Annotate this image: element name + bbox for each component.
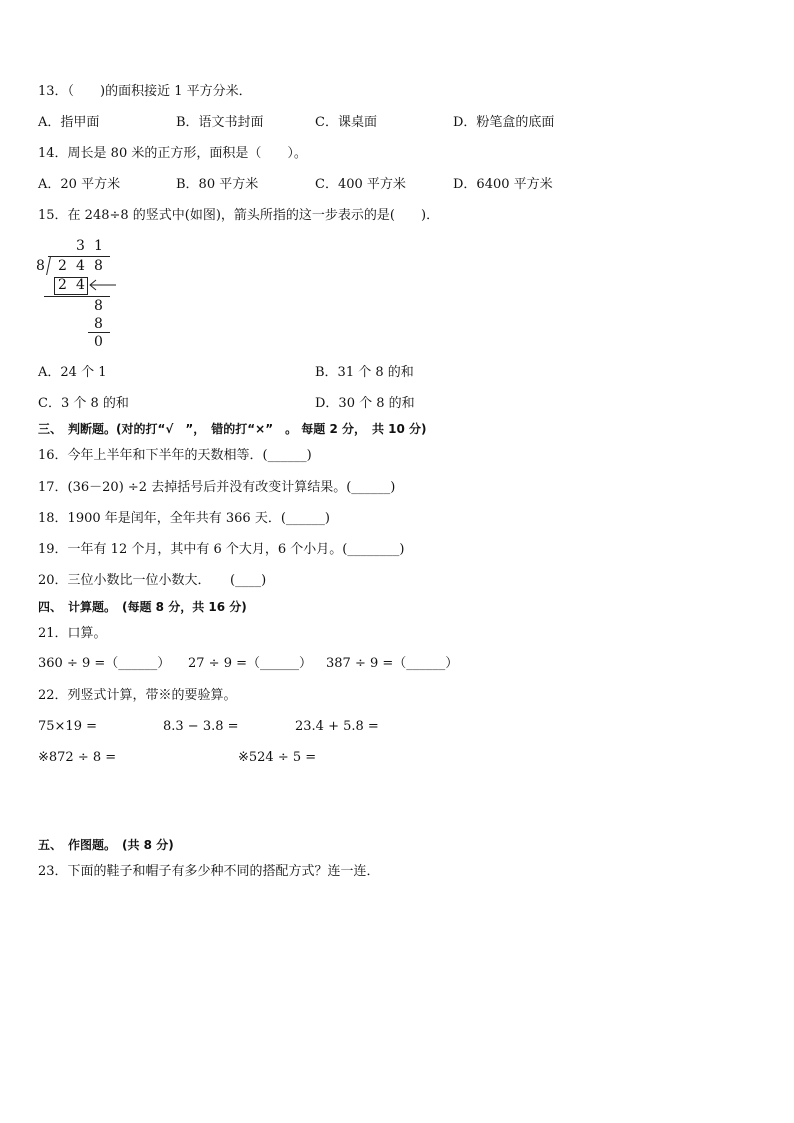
q13-option-d: D．粉笔盒的底面 — [453, 115, 555, 130]
dividend-digit: 4 — [76, 258, 85, 274]
q22-item-2: 8.3 − 3.8 = — [163, 719, 239, 734]
question-16: 16．今年上半年和下半年的天数相等．(______) — [38, 448, 312, 463]
remainder-digit: 0 — [94, 334, 103, 350]
quotient-digit: 1 — [94, 238, 103, 254]
q22-item-5: ※524 ÷ 5 = — [238, 750, 317, 765]
question-14-stem: 14．周长是 80 米的正方形，面积是（ ）。 — [38, 146, 307, 161]
q21-item-2: 27 ÷ 9 =（______） — [188, 656, 312, 671]
step1-digit: 4 — [76, 277, 85, 293]
q15-option-c: C．3 个 8 的和 — [38, 396, 129, 411]
question-21-stem: 21．口算。 — [38, 626, 107, 641]
q13-option-a: A．指甲面 — [38, 115, 100, 130]
question-22-stem: 22．列竖式计算，带※的要验算。 — [38, 688, 237, 703]
q14-option-b: B．80 平方米 — [176, 177, 259, 192]
q21-item-1: 360 ÷ 9 =（______） — [38, 656, 171, 671]
q14-option-d: D．6400 平方米 — [453, 177, 553, 192]
q21-item-3: 387 ÷ 9 =（______） — [326, 656, 459, 671]
q14-option-c: C．400 平方米 — [315, 177, 406, 192]
q15-option-a: A．24 个 1 — [38, 365, 107, 380]
long-division-figure — [30, 236, 120, 351]
q22-item-3: 23.4 + 5.8 = — [295, 719, 379, 734]
question-19: 19．一年有 12 个月，其中有 6 个大月，6 个小月。(________) — [38, 542, 405, 557]
question-18: 18．1900 年是闰年，全年共有 366 天．(______) — [38, 511, 330, 526]
division-bar — [48, 256, 110, 257]
section-5-heading: 五、 作图题。 (共 8 分) — [38, 838, 174, 852]
step1-underline — [44, 296, 110, 297]
q15-option-d: D．30 个 8 的和 — [315, 396, 415, 411]
arrow-left-icon — [87, 278, 117, 292]
q14-option-a: A．20 平方米 — [38, 177, 121, 192]
quotient-digit: 3 — [76, 238, 85, 254]
q13-option-b: B．语文书封面 — [176, 115, 264, 130]
divisor: 8 — [36, 258, 45, 274]
step2-digit: 8 — [94, 298, 103, 314]
q13-option-c: C．课桌面 — [315, 115, 377, 130]
question-15-stem: 15．在 248÷8 的竖式中(如图)，箭头所指的这一步表示的是( )． — [38, 208, 440, 223]
division-bracket — [46, 257, 51, 275]
step3-underline — [88, 332, 110, 333]
q22-item-1: 75×19 = — [38, 719, 98, 734]
question-17: 17．(36－20) ÷2 去掉括号后并没有改变计算结果。(______) — [38, 480, 396, 495]
step1-digit: 2 — [58, 277, 67, 293]
dividend-digit: 2 — [58, 258, 67, 274]
section-4-heading: 四、 计算题。 (每题 8 分，共 16 分) — [38, 600, 247, 614]
dividend-digit: 8 — [94, 258, 103, 274]
q15-option-b: B．31 个 8 的和 — [315, 365, 414, 380]
section-3-heading: 三、 判断题。(对的打“√ ”， 错的打“×” 。 每题 2 分， 共 10 分) — [38, 422, 427, 436]
q22-item-4: ※872 ÷ 8 = — [38, 750, 117, 765]
step3-digit: 8 — [94, 316, 103, 332]
question-13-stem: 13．（ )的面积接近 1 平方分米． — [38, 84, 252, 99]
question-23: 23．下面的鞋子和帽子有多少种不同的搭配方式？连一连． — [38, 864, 380, 879]
question-20: 20．三位小数比一位小数大． (____) — [38, 573, 267, 588]
